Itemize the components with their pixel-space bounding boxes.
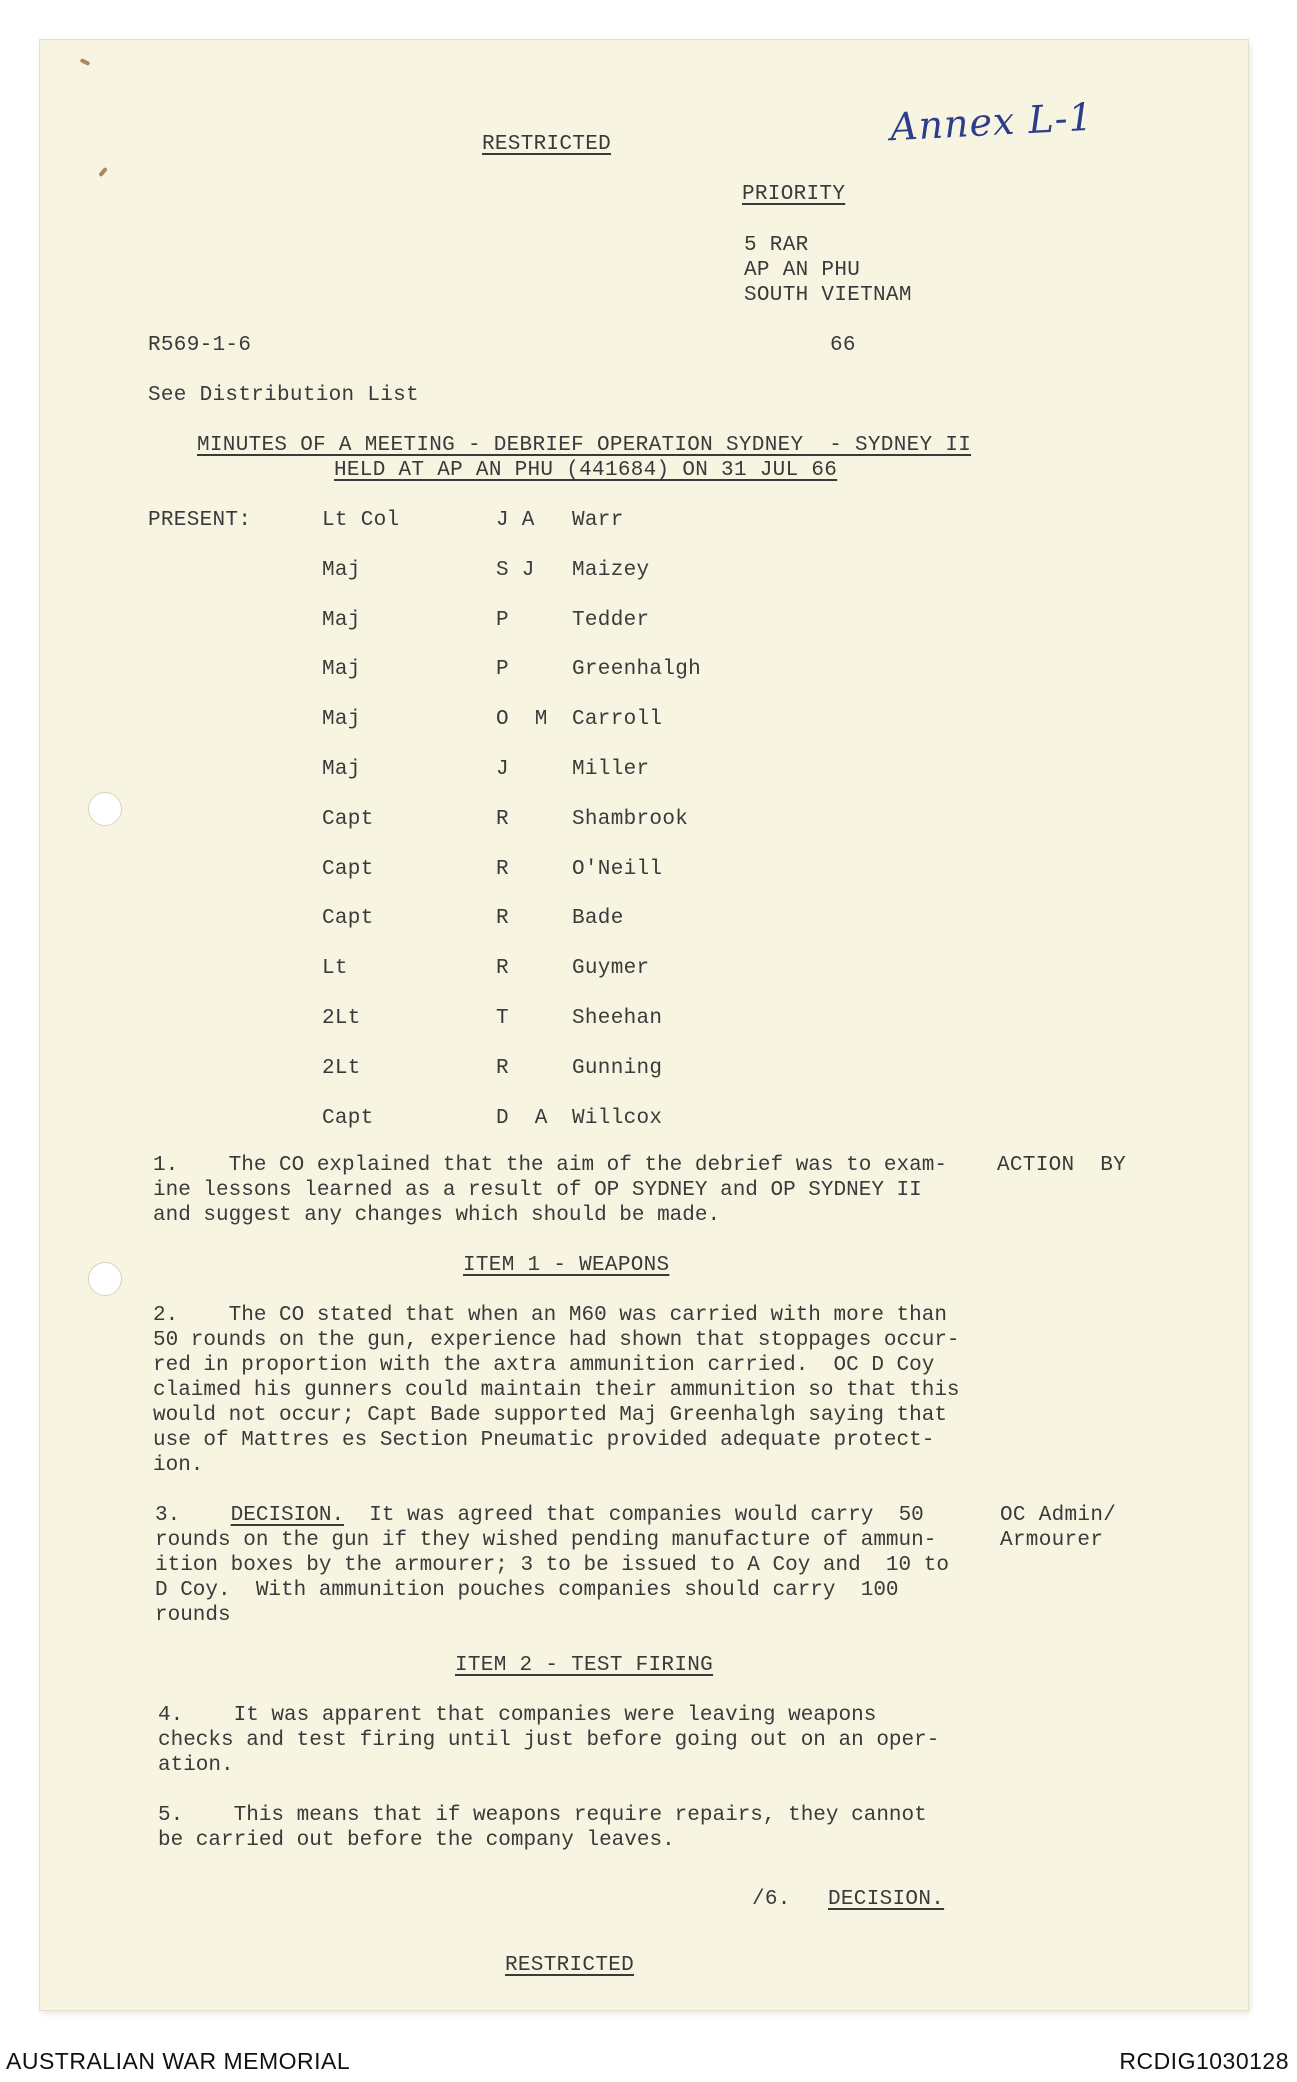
action-by-heading: ACTION BY (997, 1154, 1127, 1177)
annex-annotation: Annex L-1 (888, 94, 1095, 150)
punch-hole (88, 792, 122, 826)
paragraph-5-line: 5. This means that if weapons require repairs, they cannot (158, 1804, 927, 1827)
attendee-rank: Maj (322, 559, 361, 582)
attendee-initials: T (496, 1007, 509, 1030)
classification-top: RESTRICTED (482, 133, 612, 156)
continuation-number: /6. (752, 1888, 791, 1911)
distribution-line: See Distribution List (148, 384, 419, 407)
attendee-rank: Maj (322, 658, 361, 681)
attendee-rank: Maj (322, 758, 361, 781)
paragraph-2 (153, 1303, 960, 1478)
footer-record-id: RCDIG1030128 (1119, 2048, 1289, 2074)
paragraph-1 (153, 1153, 947, 1228)
attendee-name: Tedder (572, 609, 650, 632)
paragraph-1-line: 1. The CO explained that the aim of the debrief was to exam- (153, 1154, 947, 1177)
attendee-rank: Capt (322, 1107, 374, 1130)
paragraph-3-line: D Coy. With ammunition pouches companies should carry 100 (155, 1579, 899, 1602)
attendee-name: Miller (572, 758, 650, 781)
attendee-name: Bade (572, 907, 624, 930)
attendee-initials: R (496, 957, 509, 980)
attendee-initials: R (496, 808, 509, 831)
paragraph-2-line: use of Mattres es Section Pneumatic provided adequate protect- (153, 1429, 935, 1452)
title-line-1: MINUTES OF A MEETING - DEBRIEF OPERATION SYDNEY - SYDNEY II (197, 434, 972, 457)
paragraph-5-line: be carried out before the company leaves. (158, 1829, 675, 1852)
paragraph-3-line: ition boxes by the armourer; 3 to be issued to A Coy and 10 to (155, 1554, 949, 1577)
title-line-2: HELD AT AP AN PHU (441684) ON 31 JUL 66 (334, 459, 838, 482)
paragraph-2-line: ion. (153, 1454, 204, 1477)
present-label: PRESENT: (148, 509, 252, 532)
paragraph-4 (158, 1703, 939, 1778)
action-armourer: Armourer (1000, 1529, 1104, 1552)
punch-hole (88, 1262, 122, 1296)
unit-line-1: 5 RAR (744, 234, 809, 257)
paragraph-2-line: would not occur; Capt Bade supported Maj Greenhalgh saying that (153, 1404, 947, 1427)
decision-label: DECISION. (230, 1504, 345, 1527)
unit-line-2: AP AN PHU (744, 259, 861, 282)
paragraph-4-line: ation. (158, 1754, 234, 1777)
attendee-rank: 2Lt (322, 1007, 361, 1030)
paragraph-1-line: and suggest any changes which should be made. (153, 1204, 721, 1227)
attendee-rank: Lt (322, 957, 348, 980)
attendee-name: Gunning (572, 1057, 663, 1080)
priority-label: PRIORITY (742, 183, 846, 206)
attendee-rank: Lt Col (322, 509, 400, 532)
unit-line-3: SOUTH VIETNAM (744, 284, 912, 307)
attendee-name: Shambrook (572, 808, 689, 831)
paragraph-2-line: 50 rounds on the gun, experience had shown that stoppages occur- (153, 1329, 960, 1352)
attendee-name: Greenhalgh (572, 658, 702, 681)
item-2-heading: ITEM 2 - TEST FIRING (455, 1654, 714, 1677)
paragraph-2-line: claimed his gunners could maintain their ammunition so that this (153, 1379, 960, 1402)
attendee-name: Willcox (572, 1107, 663, 1130)
paragraph-1-line: ine lessons learned as a result of OP SYDNEY and OP SYDNEY II (153, 1179, 922, 1202)
attendee-initials: P (496, 609, 509, 632)
attendee-rank: Capt (322, 858, 374, 881)
document-date: 66 (830, 334, 856, 357)
attendee-rank: Capt (322, 907, 374, 930)
item-1-heading: ITEM 1 - WEAPONS (463, 1254, 670, 1277)
attendee-initials: O M (496, 708, 548, 731)
paragraph-3-line: rounds (155, 1604, 231, 1627)
attendee-initials: J (496, 758, 509, 781)
attendee-initials: J A (496, 509, 535, 532)
paragraph-3-first-line: 3. DECISION. It was agreed that companies would carry 50 (155, 1504, 924, 1527)
paragraph-3-line: rounds on the gun if they wished pending manufacture of ammun- (155, 1529, 937, 1552)
continuation-word: DECISION. (828, 1888, 945, 1911)
attendee-initials: P (496, 658, 509, 681)
paragraph-5 (158, 1803, 927, 1853)
paragraph-3 (155, 1503, 949, 1628)
classification-bottom: RESTRICTED (505, 1954, 635, 1977)
paragraph-2-line: 2. The CO stated that when an M60 was carried with more than (153, 1304, 947, 1327)
attendee-name: Maizey (572, 559, 650, 582)
attendee-name: Carroll (572, 708, 663, 731)
paragraph-4-line: 4. It was apparent that companies were leaving weapons (158, 1704, 877, 1727)
attendee-initials: R (496, 858, 509, 881)
attendee-rank: Capt (322, 808, 374, 831)
paper-stain (98, 167, 107, 177)
attendee-name: Warr (572, 509, 624, 532)
paper-stain (80, 58, 91, 66)
attendee-initials: S J (496, 559, 535, 582)
attendee-rank: Maj (322, 609, 361, 632)
attendee-initials: R (496, 907, 509, 930)
attendee-rank: 2Lt (322, 1057, 361, 1080)
attendee-name: O'Neill (572, 858, 663, 881)
paragraph-4-line: checks and test firing until just before going out on an oper- (158, 1729, 940, 1752)
action-oc-admin: OC Admin/ (1000, 1504, 1117, 1527)
paragraph-2-line: red in proportion with the axtra ammunition carried. OC D Coy (153, 1354, 935, 1377)
reference-number: R569-1-6 (148, 334, 252, 357)
attendee-name: Guymer (572, 957, 650, 980)
attendee-initials: R (496, 1057, 509, 1080)
attendee-name: Sheehan (572, 1007, 663, 1030)
attendee-initials: D A (496, 1107, 548, 1130)
attendee-rank: Maj (322, 708, 361, 731)
footer-institution: AUSTRALIAN WAR MEMORIAL (6, 2048, 351, 2074)
